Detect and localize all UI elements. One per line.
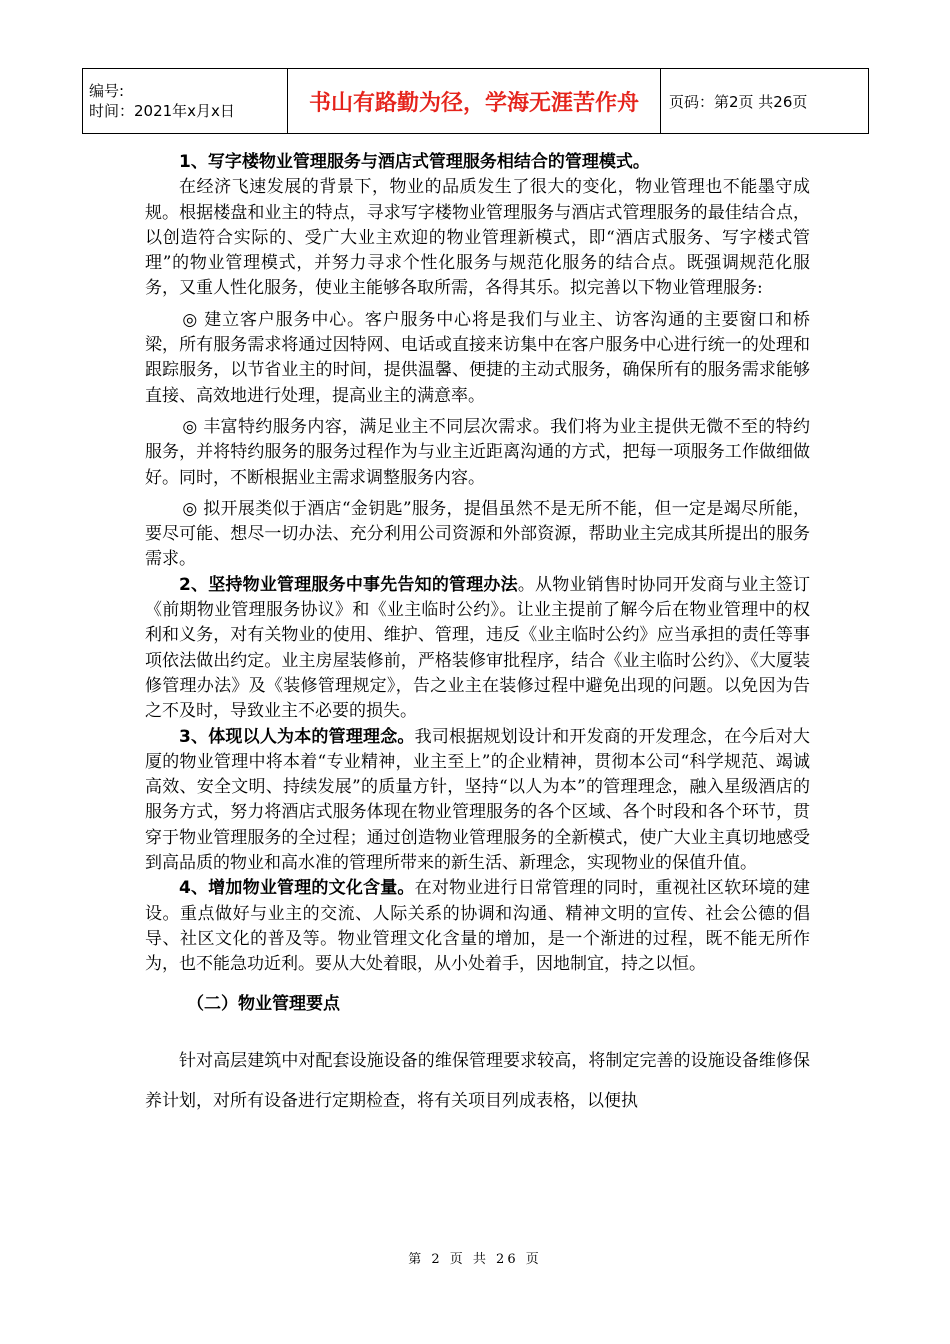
section-1-title: 1、写字楼物业管理服务与酒店式管理服务相结合的管理模式。	[179, 152, 650, 172]
header-meta	[83, 69, 288, 134]
section-2	[145, 573, 810, 725]
document-header	[82, 68, 869, 134]
section-2-title: 2、坚持物业管理服务中事先告知的管理办法	[179, 574, 518, 595]
section-3-body: 我司根据规划设计和开发商的开发理念，在今后对大厦的物业管理中将本着“专业精神，业主至上”的企业精神，贯彻本公司“科学规范、竭诚高效、安全文明、持续发展”的质量方针，坚持“以人为本”的管理理念，融入星级酒店的服务方式，努力将酒店式服务体现在物业管理服务的各个区域、各个时段和各个环节，贯穿于物业管理服务的全过程；通过创造物业管理服务的全新模式，使广大业主真切地感受到高品质的物业和高水准的管理所带来的新生活、新理念，实现物业的保值升值。	[145, 726, 811, 874]
number-label: 编号:	[89, 82, 125, 100]
section-3	[145, 725, 810, 877]
section-4	[145, 876, 810, 977]
bullet-special-service: ◎ 丰富特约服务内容，满足业主不同层次需求。我们将为业主提供无微不至的特约服务，并将特约服务的服务过程作为与业主近距离沟通的方式，把每一项服务工作做细做好。同时，不断根据业主需求调整服务内容。	[145, 416, 810, 488]
section-1-body: 在经济飞速发展的背景下，物业的品质发生了很大的变化，物业管理也不能墨守成规。根据楼盘和业主的特点，寻求写字楼物业管理服务与酒店式管理服务的最佳结合点，以创造符合实际的、受广大业主欢迎的物业管理新模式，即“酒店式服务、写字楼式管理”的物业管理模式，并努力寻求个性化服务与规范化服务的结合点。既强调规范化服务，又重人性化服务，使业主能够各取所需，各得其乐。拟完善以下物业管理服务:	[145, 177, 810, 299]
page-footer: 第 2 页 共 26 页	[408, 1252, 542, 1267]
time-label: 时间：2021年x月x日	[89, 102, 235, 120]
bullet-golden-key: ◎ 拟开展类似于酒店“金钥匙”服务，提倡虽然不是无所不能，但一定是竭尽所能，要尽可能、想尽一切办法、充分利用公司资源和外部资源，帮助业主完成其所提出的服务需求。	[145, 498, 810, 570]
section-3-title: 3、体现以人为本的管理理念。	[179, 726, 415, 747]
section-4-title: 4、增加物业管理的文化含量。	[179, 878, 415, 899]
section-2-body: 。从物业销售时协同开发商与业主签订《前期物业管理服务协议》和《业主临时公约》。让业主提前了解今后在物业管理中的权利和义务，对有关物业的使用、维护、管理，违反《业主临时公约》应当承担的责任等事项依法做出约定。业主房屋装修前，严格装修审批程序，结合《业主临时公约》、《大厦装修管理办法》及《装修管理规定》，告之业主在装修过程中避免出现的问题。以免因为告之不及时，导致业主不必要的损失。	[145, 574, 810, 722]
document-body	[145, 150, 810, 1121]
last-paragraph: 针对高层建筑中对配套设施设备的维保管理要求较高，将制定完善的设施设备维修保养计划，对所有设备进行定期检查，将有关项目列成表格，以便执	[145, 1050, 810, 1111]
bullet-customer-service: ◎ 建立客户服务中心。客户服务中心将是我们与业主、访客沟通的主要窗口和桥梁，所有服务需求将通过因特网、电话或直接来访集中在客户服务中心进行统一的处理和跟踪服务，以节省业主的时间，提供温馨、便捷的主动式服务，确保所有的服务需求能够直接、高效地进行处理，提高业主的满意率。	[145, 309, 810, 406]
section-4-body: 在对物业进行日常管理的同时，重视社区软环境的建设。重点做好与业主的交流、人际关系的协调和沟通、精神文明的宣传、社会公德的倡导、社区文化的普及等。物业管理文化含量的增加，是一个渐进的过程，既不能无所作为，也不能急功近利。要从大处着眼，从小处着手，因地制宜，持之以恒。	[145, 878, 811, 975]
header-page-info: 页码：第2页 共26页	[661, 69, 869, 134]
header-motto: 书山有路勤为径，学海无涯苦作舟	[288, 69, 661, 134]
subsection-title: （二）物业管理要点	[187, 993, 340, 1014]
